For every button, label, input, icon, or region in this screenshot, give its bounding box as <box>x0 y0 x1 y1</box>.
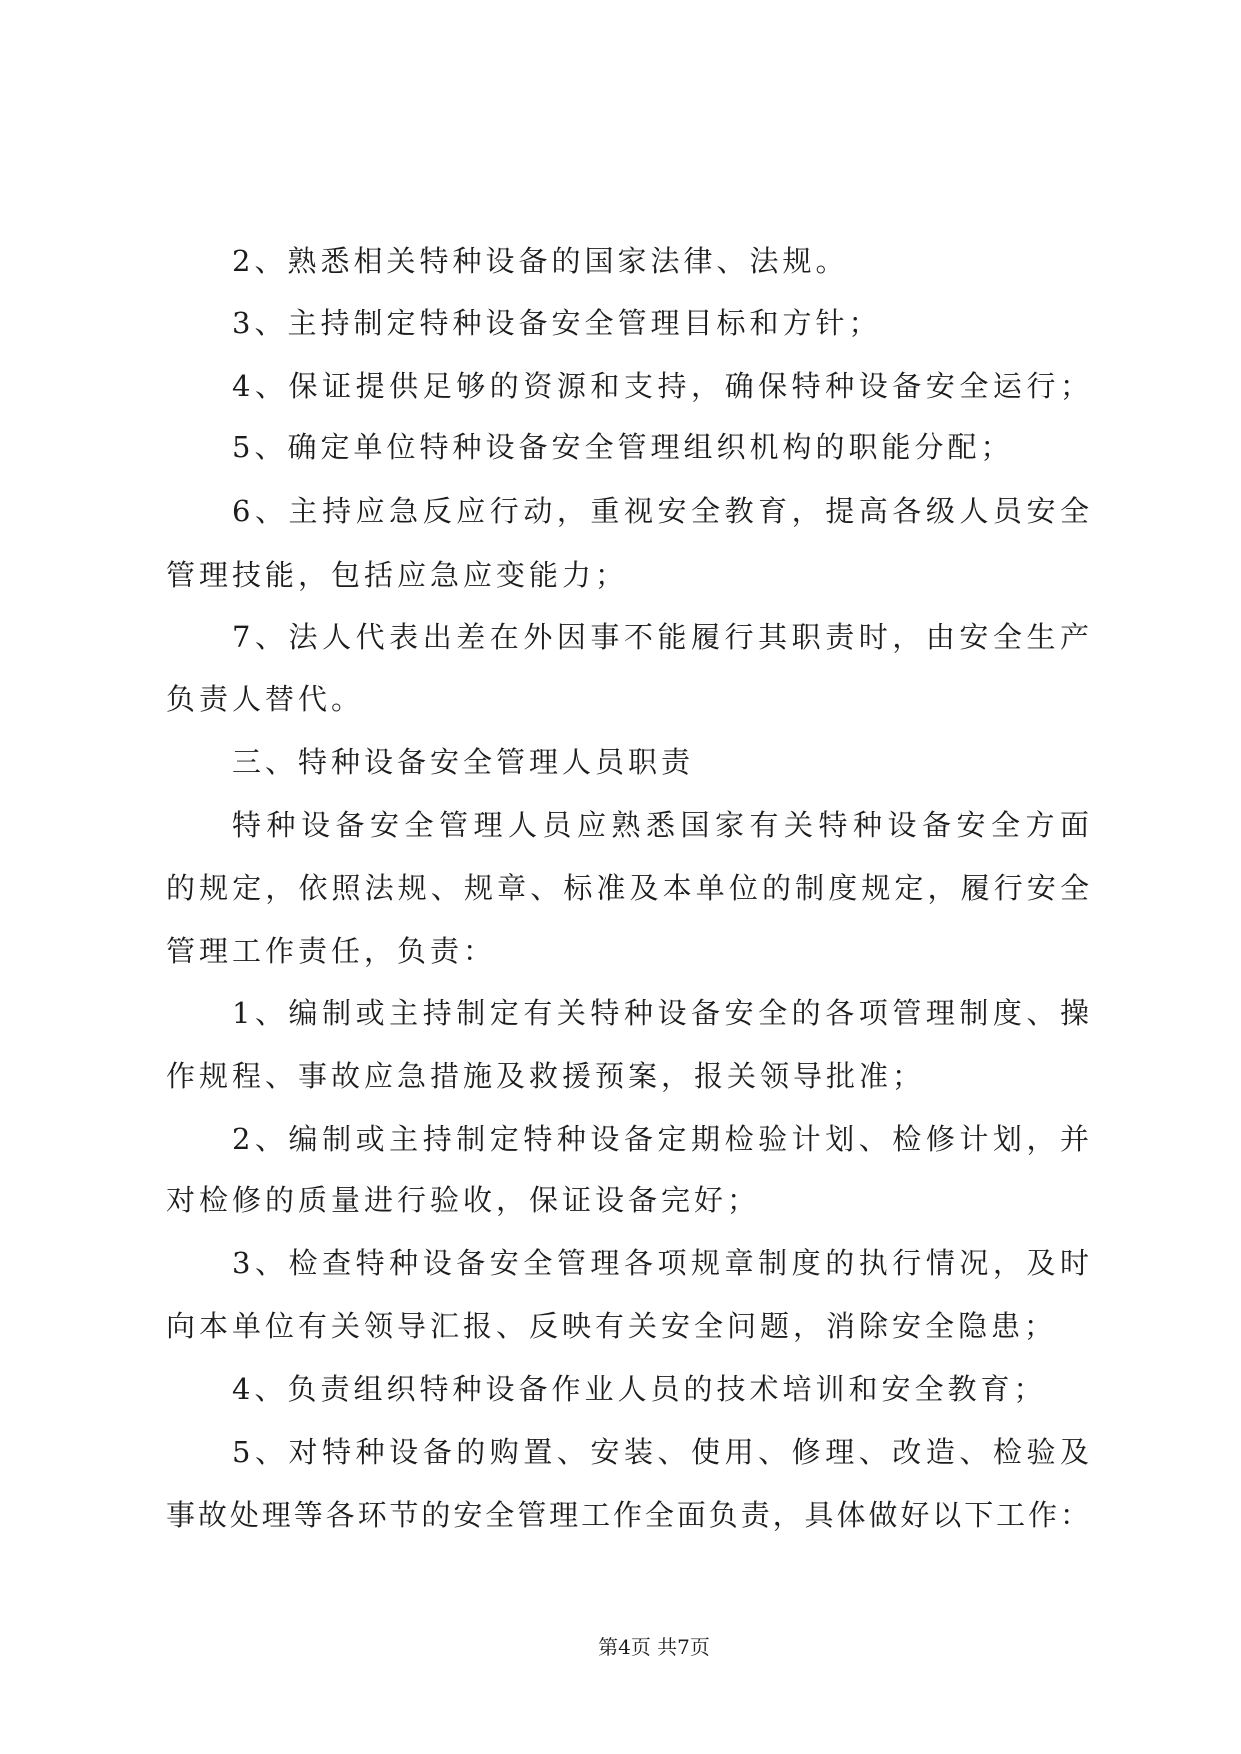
section-heading: 三、特种设备安全管理人员职责 <box>232 745 695 779</box>
page-footer: 第4页 共7页 <box>598 1635 710 1659</box>
text-line: 1、编制或主持制定有关特种设备安全的各项管理制度、操 <box>232 996 1090 1030</box>
text-line: 的规定，依照法规、规章、标准及本单位的制度规定，履行安全 <box>166 871 1090 905</box>
text-line: 3、检查特种设备安全管理各项规章制度的执行情况，及时 <box>232 1246 1090 1280</box>
text-line: 5、对特种设备的购置、安装、使用、修理、改造、检验及 <box>232 1435 1090 1469</box>
text-line: 2、熟悉相关特种设备的国家法律、法规。 <box>232 244 849 278</box>
text-line: 2、编制或主持制定特种设备定期检验计划、检修计划，并 <box>232 1122 1090 1156</box>
text-line: 事故处理等各环节的安全管理工作全面负责，具体做好以下工作： <box>166 1498 1090 1532</box>
text-line: 对检修的质量进行验收，保证设备完好； <box>166 1183 761 1217</box>
text-line: 向本单位有关领导汇报、反映有关安全问题，消除安全隐患； <box>166 1309 1058 1343</box>
text-line: 管理工作责任，负责： <box>166 934 497 968</box>
text-line: 4、负责组织特种设备作业人员的技术培训和安全教育； <box>232 1372 1047 1406</box>
text-line: 4、保证提供足够的资源和支持，确保特种设备安全运行； <box>232 369 1090 403</box>
text-line: 作规程、事故应急措施及救援预案，报关领导批准； <box>166 1059 926 1093</box>
text-line: 负责人替代。 <box>166 682 365 716</box>
text-line: 3、主持制定特种设备安全管理目标和方针； <box>232 306 882 340</box>
text-line: 管理技能，包括应急应变能力； <box>166 558 629 592</box>
text-line: 6、主持应急反应行动，重视安全教育，提高各级人员安全 <box>232 494 1090 528</box>
text-line: 特种设备安全管理人员应熟悉国家有关特种设备安全方面 <box>232 808 1090 842</box>
text-line: 5、确定单位特种设备安全管理组织机构的职能分配； <box>232 430 1014 464</box>
text-line: 7、法人代表出差在外因事不能履行其职责时，由安全生产 <box>232 620 1090 654</box>
